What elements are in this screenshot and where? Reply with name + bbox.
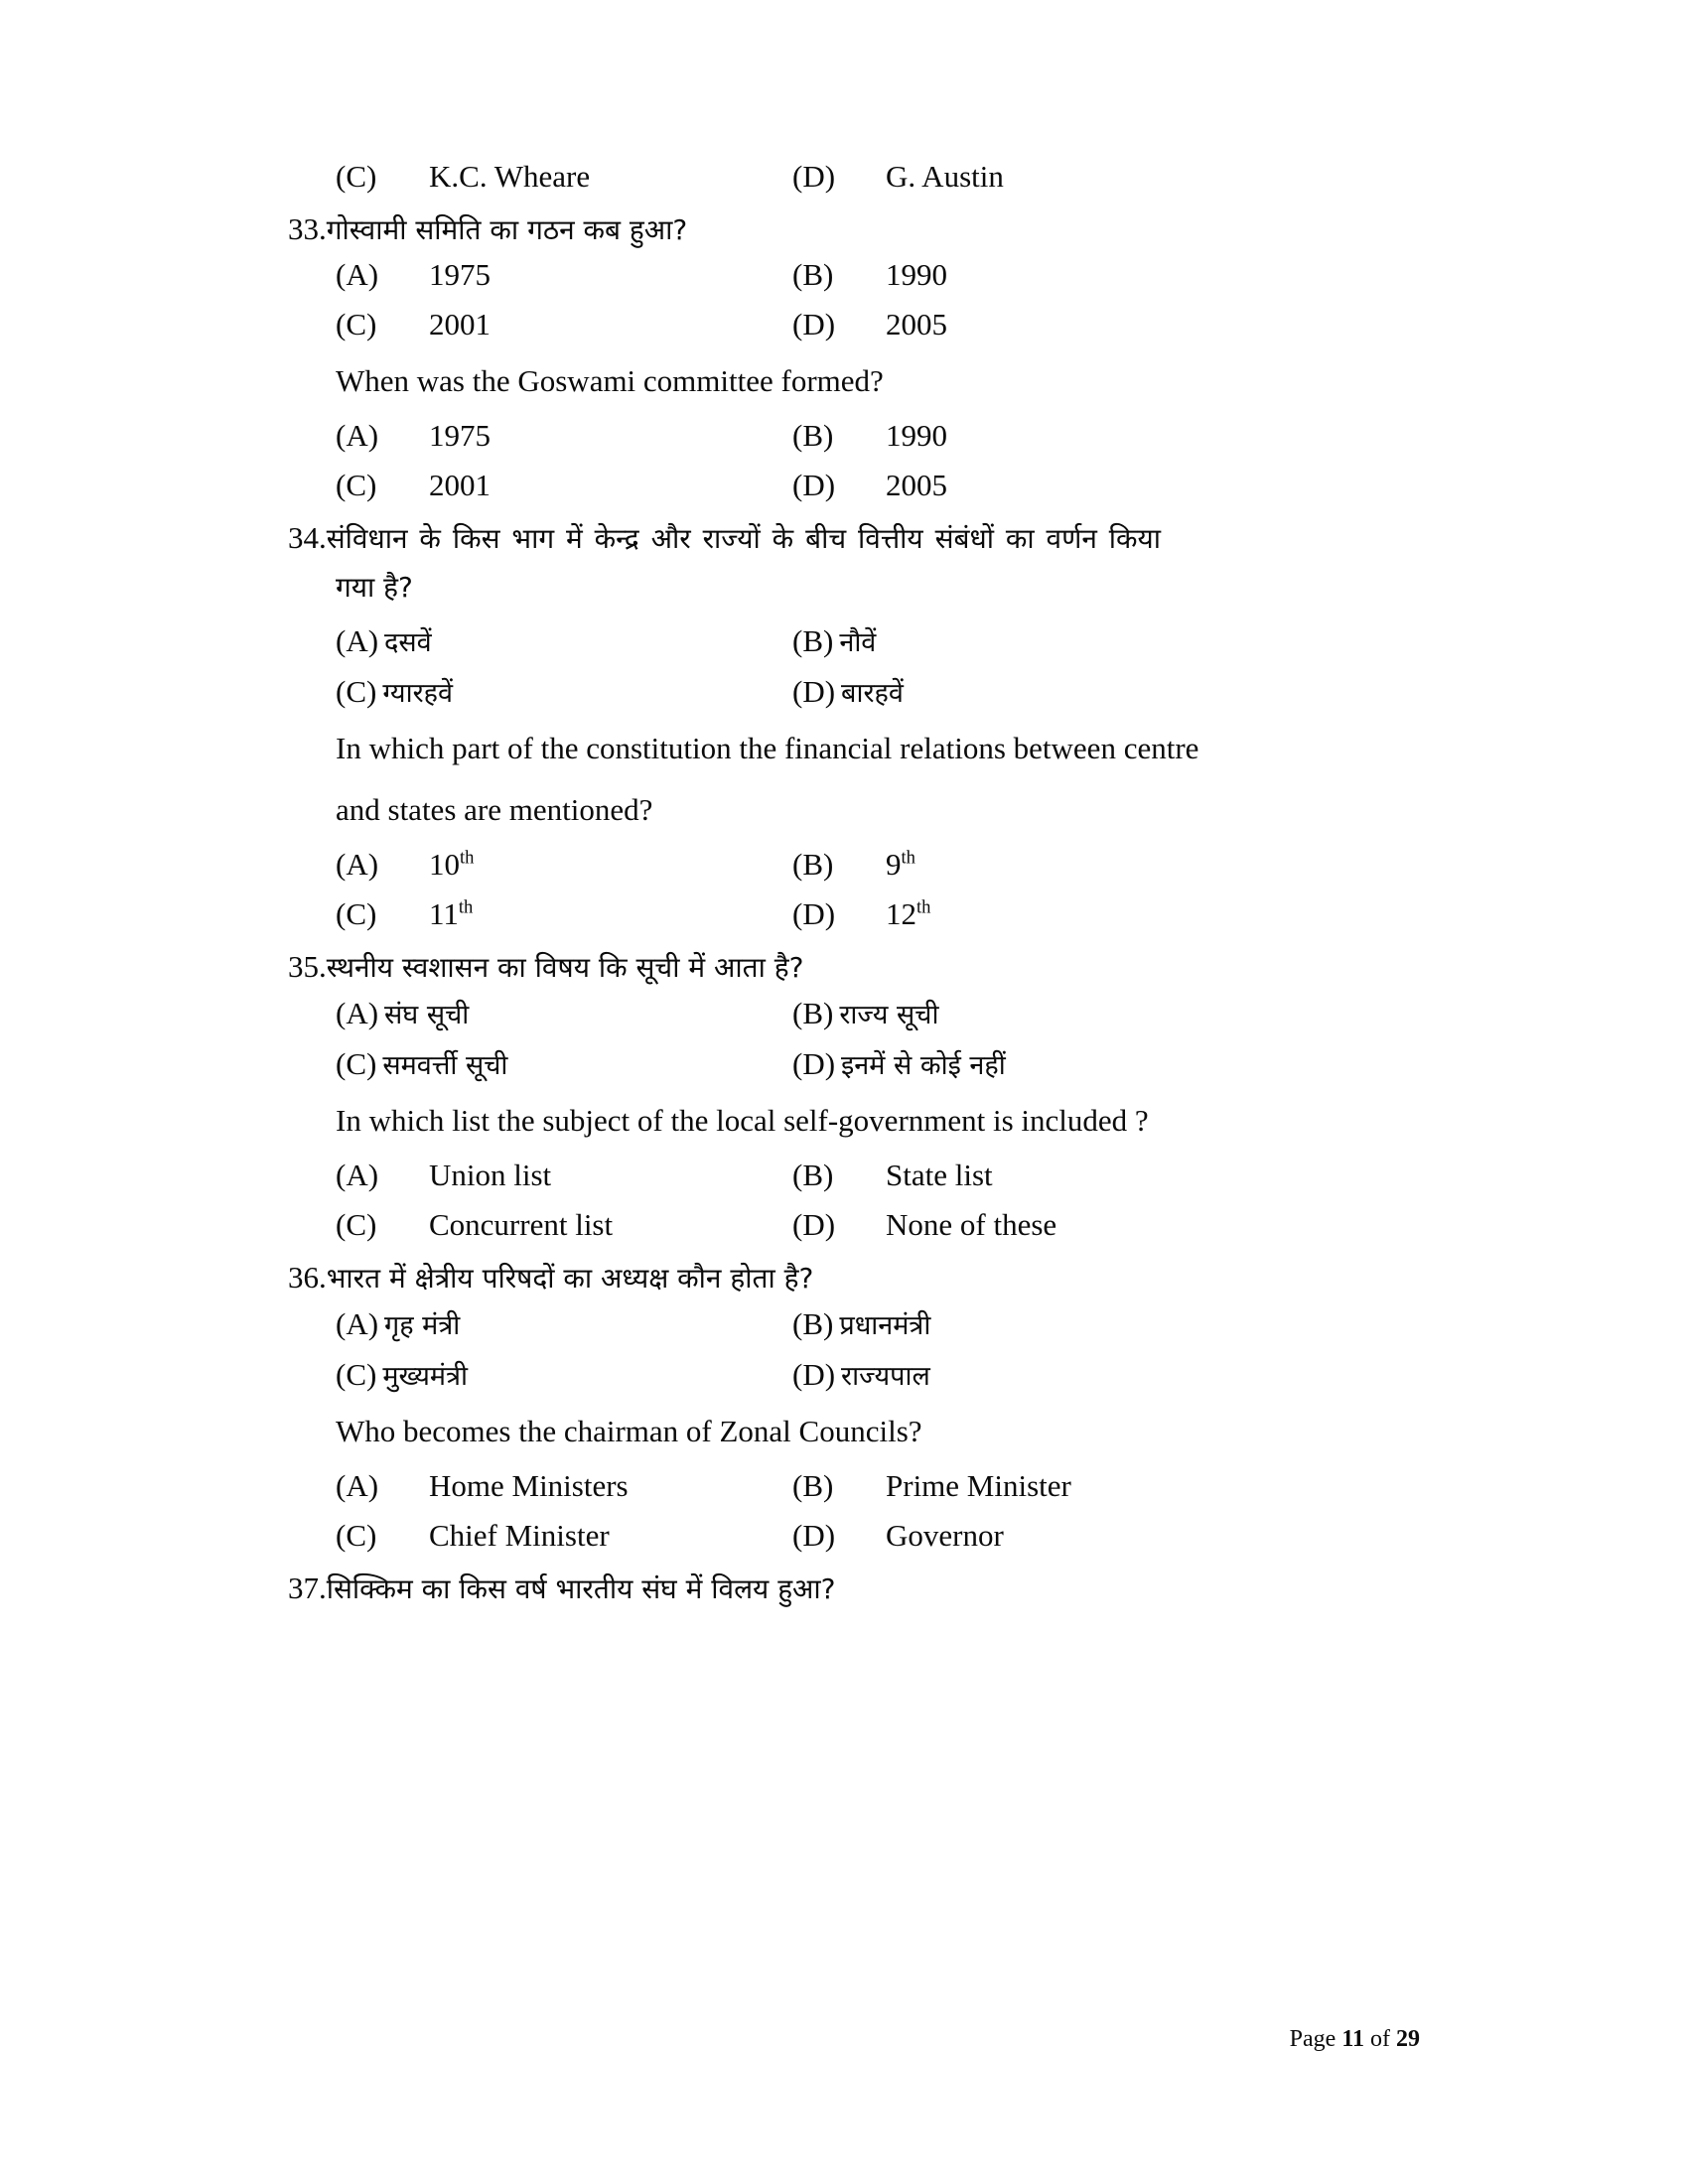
option-d-value: G. Austin	[886, 159, 1004, 194]
option-a-label: (A)	[336, 847, 379, 883]
question-33-hindi-stem: गोस्वामी समिति का गठन कब हुआ?	[326, 213, 688, 246]
question-34-english-options-row-2	[336, 896, 1410, 932]
option-c	[336, 1356, 792, 1393]
footer-middle: of	[1364, 2026, 1396, 2052]
option-c	[336, 307, 792, 342]
option-c	[336, 159, 792, 195]
question-35-english-options-row-1	[336, 1158, 1410, 1193]
option-b-number: 9	[886, 847, 902, 883]
question-34-english-stem-line2: and states are mentioned?	[336, 791, 653, 827]
option-c-value: Chief Minister	[429, 1518, 610, 1554]
question-36-hindi-stem: भारत में क्षेत्रीय परिषदों का अध्यक्ष कौन होता है?	[326, 1262, 814, 1296]
option-d-value	[886, 896, 930, 932]
option-b-label: (B)	[792, 1305, 834, 1341]
option-c-value: Concurrent list	[429, 1207, 614, 1243]
option-b	[792, 622, 1249, 659]
option-d	[792, 673, 1249, 710]
option-a-value: 1975	[429, 256, 491, 292]
option-d	[792, 1045, 1249, 1082]
option-c	[336, 468, 792, 503]
page-content	[288, 159, 1410, 1616]
option-a	[336, 847, 792, 883]
option-b-label: (B)	[792, 418, 834, 454]
footer-total-pages: 29	[1396, 2026, 1420, 2052]
option-d-label: (D)	[792, 306, 836, 341]
option-b	[792, 1468, 1249, 1504]
option-a	[336, 418, 792, 454]
option-b	[792, 1158, 1249, 1193]
option-c-value: ग्यारहवें	[382, 677, 453, 709]
option-c	[336, 1518, 792, 1554]
option-c-label: (C)	[336, 673, 377, 709]
option-c	[336, 896, 792, 932]
question-34-hindi-stem-line2: गया है?	[336, 570, 413, 604]
option-c-value	[429, 896, 473, 932]
option-d-label: (D)	[792, 468, 836, 503]
option-a-value: संघ सूची	[384, 999, 470, 1030]
question-34-number: 34.	[288, 520, 327, 556]
option-c-label: (C)	[336, 896, 377, 932]
option-b-value: Prime Minister	[886, 1468, 1071, 1504]
option-a-label: (A)	[336, 622, 379, 658]
option-a-label: (A)	[336, 1158, 379, 1193]
carryover-option-row	[336, 159, 1410, 195]
option-a-label: (A)	[336, 995, 379, 1030]
question-33-hindi-options-row-1	[336, 257, 1410, 293]
option-a-number: 10	[429, 847, 460, 883]
option-d	[792, 307, 1249, 342]
option-d-label: (D)	[792, 673, 836, 709]
footer-page-number: 11	[1341, 2026, 1364, 2052]
option-b-value: प्रधानमंत्री	[839, 1309, 931, 1341]
option-a	[336, 1305, 792, 1342]
option-d-label: (D)	[792, 1518, 836, 1554]
option-d	[792, 468, 1249, 503]
option-d	[792, 1356, 1249, 1393]
question-37-hindi-stem: सिक्किम का किस वर्ष भारतीय संघ में विलय हुआ?	[326, 1572, 836, 1606]
option-d-value: बारहवें	[841, 677, 904, 709]
option-a	[336, 995, 792, 1031]
option-d-label: (D)	[792, 1045, 836, 1081]
option-d	[792, 1207, 1249, 1243]
option-c-ordinal-suffix: th	[458, 896, 474, 918]
question-37-number: 37.	[288, 1570, 327, 1606]
option-c-label: (C)	[336, 1518, 377, 1554]
option-d-label: (D)	[792, 896, 836, 932]
option-a-value: गृह मंत्री	[384, 1309, 461, 1341]
option-a	[336, 1468, 792, 1504]
option-c	[336, 673, 792, 710]
option-b-value	[886, 847, 915, 883]
option-c-value: समवर्त्ती सूची	[382, 1049, 508, 1081]
question-35-english-stem: In which list the subject of the local self-government is included ?	[336, 1102, 1149, 1138]
option-d-value: राज्यपाल	[841, 1360, 930, 1392]
option-b-label: (B)	[792, 995, 834, 1030]
option-d-label: (D)	[792, 1356, 836, 1392]
option-b-value: 1990	[886, 256, 947, 292]
option-a-label: (A)	[336, 418, 379, 454]
question-34-hindi-stem: संविधान के किस भाग में केन्द्र और राज्यों के बीच वित्तीय संबंधों का वर्णन किया	[326, 522, 1162, 556]
option-b-label: (B)	[792, 622, 834, 658]
option-b	[792, 995, 1249, 1031]
option-b	[792, 847, 1249, 883]
option-d-value: Governor	[886, 1518, 1004, 1554]
option-d-value: इनमें से कोई नहीं	[841, 1049, 1006, 1081]
question-36	[288, 1257, 1410, 1301]
option-c-number: 11	[429, 896, 459, 932]
option-c-label: (C)	[336, 1045, 377, 1081]
question-36-english-options-row-1	[336, 1468, 1410, 1504]
option-b-value: State list	[886, 1158, 993, 1193]
question-34-english-stem: In which part of the constitution the financial relations between centre	[336, 730, 1199, 765]
question-36-english-stem: Who becomes the chairman of Zonal Councils?	[336, 1413, 922, 1448]
option-b-value: नौवें	[839, 626, 877, 658]
question-35-hindi-options-row-2	[336, 1045, 1410, 1082]
option-a	[336, 1158, 792, 1193]
question-33-english-options-row-2	[336, 468, 1410, 503]
option-c	[336, 1045, 792, 1082]
option-b-value: राज्य सूची	[839, 999, 939, 1030]
question-37	[288, 1568, 1410, 1612]
page-footer	[1290, 2026, 1420, 2053]
question-33	[288, 208, 1410, 253]
option-a-ordinal-suffix: th	[460, 847, 475, 869]
question-34	[288, 517, 1410, 562]
question-36-hindi-options-row-2	[336, 1356, 1410, 1393]
option-c-value: 2001	[429, 306, 491, 341]
option-b-ordinal-suffix: th	[901, 847, 915, 869]
option-d-label: (D)	[792, 1207, 836, 1243]
question-34-hindi-options-row-2	[336, 673, 1410, 710]
question-35-hindi-stem: स्थनीय स्वशासन का विषय कि सूची में आता है?	[326, 951, 804, 985]
question-35-number: 35.	[288, 949, 327, 985]
option-a-label: (A)	[336, 256, 379, 292]
question-36-number: 36.	[288, 1260, 327, 1296]
option-d	[792, 1518, 1249, 1554]
option-d-number: 12	[886, 896, 916, 932]
option-c-label: (C)	[336, 1207, 377, 1243]
option-b	[792, 1305, 1249, 1342]
option-c-value: K.C. Wheare	[429, 159, 591, 194]
question-33-english-stem: When was the Goswami committee formed?	[336, 362, 884, 398]
option-a-value: Union list	[429, 1158, 552, 1193]
option-b-value: 1990	[886, 418, 947, 454]
question-33-english-options-row-1	[336, 418, 1410, 454]
option-d-value: 2005	[886, 468, 947, 503]
question-36-hindi-options-row-1	[336, 1305, 1410, 1342]
option-d	[792, 159, 1249, 195]
option-d-label: (D)	[792, 159, 836, 194]
option-a-label: (A)	[336, 1468, 379, 1504]
option-d-value: 2005	[886, 306, 947, 341]
option-a-value	[429, 847, 474, 883]
option-b-label: (B)	[792, 1158, 834, 1193]
option-b	[792, 418, 1249, 454]
option-d	[792, 896, 1249, 932]
option-c	[336, 1207, 792, 1243]
option-a-value: दसवें	[384, 626, 432, 658]
question-35-hindi-options-row-1	[336, 995, 1410, 1031]
option-d-ordinal-suffix: th	[916, 896, 931, 918]
footer-prefix: Page	[1289, 2026, 1342, 2052]
option-c-value: मुख्यमंत्री	[382, 1360, 468, 1392]
option-c-value: 2001	[429, 468, 491, 503]
question-35	[288, 946, 1410, 991]
question-35-english-options-row-2	[336, 1207, 1410, 1243]
option-a	[336, 622, 792, 659]
option-c-label: (C)	[336, 1356, 377, 1392]
option-a-label: (A)	[336, 1305, 379, 1341]
option-b-label: (B)	[792, 847, 834, 883]
option-a	[336, 257, 792, 293]
option-c-label: (C)	[336, 306, 377, 341]
option-a-value: Home Ministers	[429, 1468, 629, 1504]
question-34-hindi-options-row-1	[336, 622, 1410, 659]
question-36-english-options-row-2	[336, 1518, 1410, 1554]
question-34-english-options-row-1	[336, 847, 1410, 883]
option-b-label: (B)	[792, 256, 834, 292]
question-33-number: 33.	[288, 211, 327, 246]
option-b-label: (B)	[792, 1468, 834, 1504]
option-b	[792, 257, 1249, 293]
question-33-hindi-options-row-2	[336, 307, 1410, 342]
option-a-value: 1975	[429, 418, 491, 454]
option-c-label: (C)	[336, 159, 377, 194]
option-d-value: None of these	[886, 1207, 1057, 1243]
option-c-label: (C)	[336, 468, 377, 503]
